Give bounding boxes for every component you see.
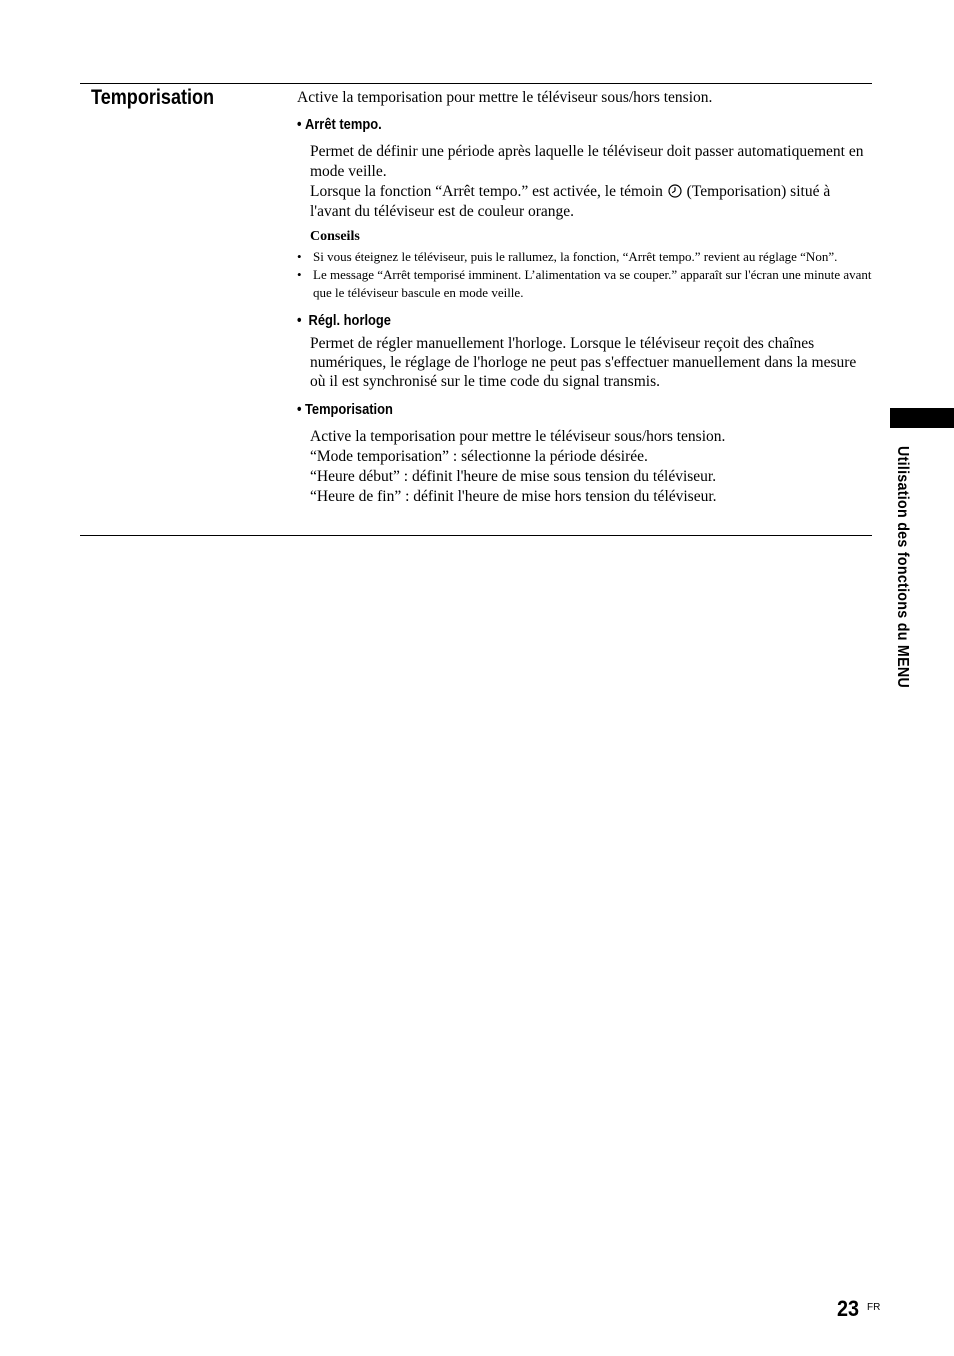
tip-text: Le message “Arrêt temporisé imminent. L’alimentation va se couper.” apparaît sur l'écran une minute avant que le téléviseur bascule en mode veille. — [313, 267, 872, 300]
section-intro: Active la temporisation pour mettre le téléviseur sous/hors tension. — [297, 89, 713, 106]
tip-item — [297, 248, 872, 266]
item-heading-text: Arrêt tempo. — [304, 116, 382, 133]
item-body — [297, 142, 872, 222]
chapter-tab — [890, 408, 954, 428]
item-heading — [297, 312, 792, 330]
item-body — [297, 427, 872, 507]
chapter-label: Utilisation des fonctions du MENU — [894, 446, 911, 689]
page-language: FR — [867, 1302, 881, 1313]
item-body — [297, 334, 872, 391]
bottom-rule — [80, 535, 872, 536]
tip-bullet: • — [297, 267, 302, 282]
bullet: • — [297, 401, 302, 418]
bullet: • — [297, 312, 302, 329]
item-heading-text: Temporisation — [304, 401, 393, 418]
item-paragraph: Permet de régler manuellement l'horloge. Lorsque le téléviseur reçoit des chaînes numériques, le réglage de l'horloge ne peut pas s'effectuer manuellement dans la mesure où il est synchronisé sur le time code du signal transmis. — [310, 335, 857, 390]
tip-item — [297, 266, 872, 302]
item-text-before-icon: Lorsque la fonction “Arrêt tempo.” est activée, le témoin — [310, 183, 667, 200]
item-paragraph-with-icon — [310, 182, 872, 222]
item-paragraph: “Heure de fin” : définit l'heure de mise hors tension du téléviseur. — [310, 488, 717, 505]
item-paragraph: Active la temporisation pour mettre le téléviseur sous/hors tension. — [310, 428, 726, 445]
tip-text: Si vous éteignez le téléviseur, puis le rallumez, la fonction, “Arrêt tempo.” revient au réglage “Non”. — [313, 249, 838, 264]
tips-box — [297, 228, 872, 302]
tips-title: Conseils — [310, 229, 360, 244]
item-arret-tempo — [297, 116, 872, 302]
item-heading-text: Régl. horloge — [308, 312, 391, 329]
bullet: • — [297, 116, 302, 133]
tip-bullet: • — [297, 249, 302, 264]
section-title: Temporisation — [91, 86, 215, 109]
section-content — [297, 88, 872, 507]
page-number: 23 — [837, 1296, 860, 1321]
item-heading — [297, 116, 792, 134]
item-temporisation — [297, 401, 872, 507]
item-paragraph: “Heure début” : définit l'heure de mise sous tension du téléviseur. — [310, 468, 717, 485]
top-rule — [80, 83, 872, 84]
item-text-after-icon: (Temporisation) situé à l'avant du téléviseur est de couleur orange. — [310, 183, 831, 220]
item-regl-horloge — [297, 312, 872, 391]
tips-list — [297, 248, 872, 302]
item-paragraph: “Mode temporisation” : sélectionne la période désirée. — [310, 448, 648, 465]
item-paragraph: Permet de définir une période après laquelle le téléviseur doit passer automatiquement en mode veille. — [310, 143, 864, 180]
timer-icon — [668, 184, 682, 198]
item-heading — [297, 401, 792, 419]
